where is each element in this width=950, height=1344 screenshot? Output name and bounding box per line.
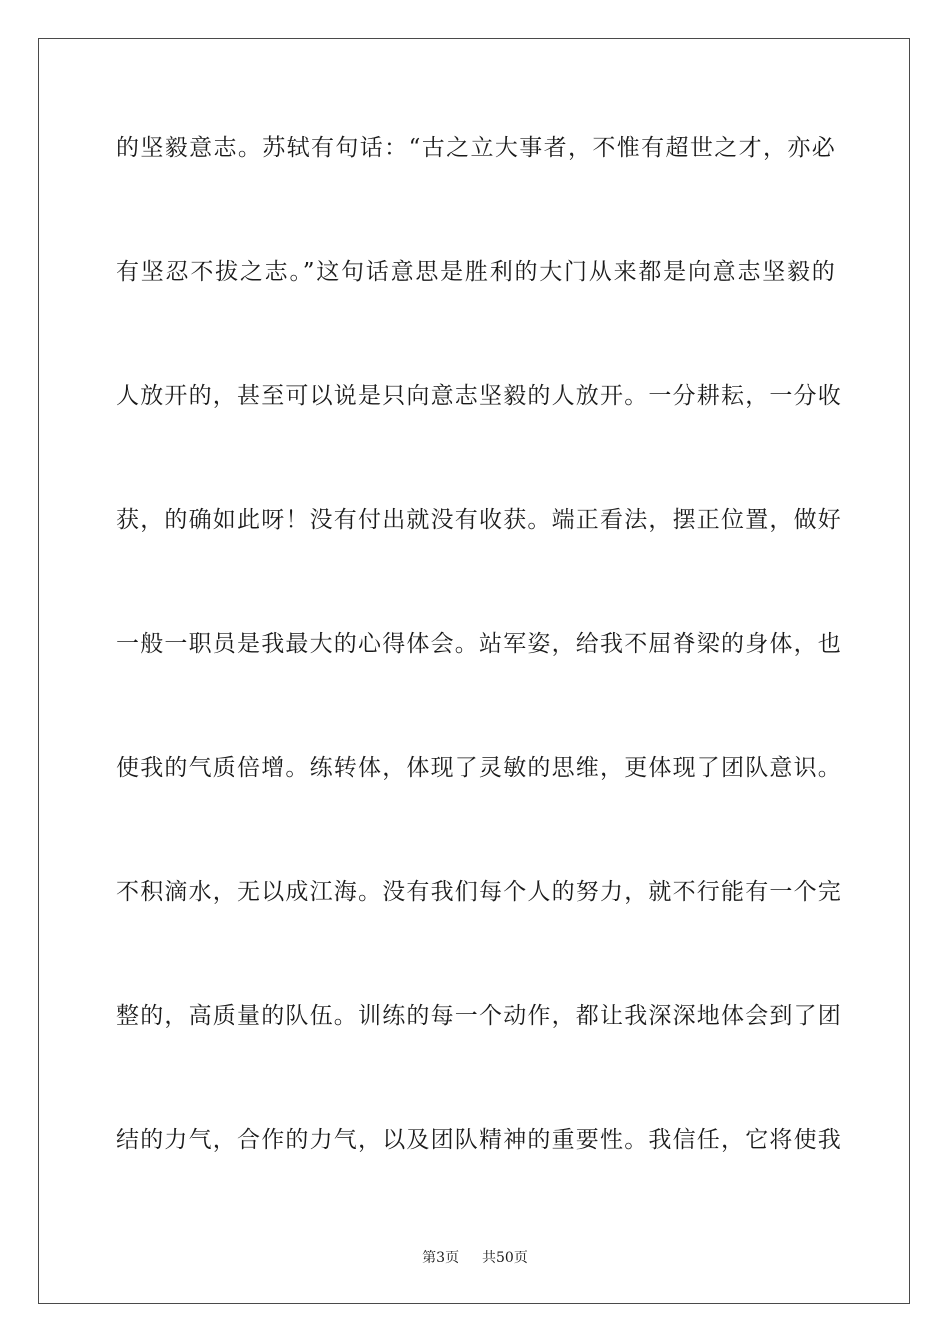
page-total: 共50页 — [482, 1250, 528, 1266]
page-number: 第3页 — [422, 1250, 460, 1266]
text-line: 人放开的，甚至可以说是只向意志坚毅的人放开。一分耕耘，一分收 — [116, 383, 842, 409]
text-line: 不积滴水，无以成江海。没有我们每个人的努力，就不行能有一个完 — [116, 879, 842, 905]
page-border — [38, 38, 910, 1304]
text-line: 结的力气，合作的力气，以及团队精神的重要性。我信任，它将使我 — [116, 1127, 842, 1153]
text-line: 的坚毅意志。苏轼有句话：“古之立大事者，不惟有超世之才，亦必 — [116, 135, 836, 161]
text-line: 使我的气质倍增。练转体，体现了灵敏的思维，更体现了团队意识。 — [116, 755, 842, 781]
text-line: 获，的确如此呀！没有付出就没有收获。端正看法，摆正位置，做好 — [116, 507, 842, 533]
page-footer — [0, 1249, 950, 1267]
text-line: 有坚忍不拔之志。”这句话意思是胜利的大门从来都是向意志坚毅的 — [116, 259, 836, 285]
text-line: 整的，高质量的队伍。训练的每一个动作，都让我深深地体会到了团 — [116, 1003, 842, 1029]
text-line: 一般一职员是我最大的心得体会。站军姿，给我不屈脊梁的身体，也 — [116, 631, 842, 657]
